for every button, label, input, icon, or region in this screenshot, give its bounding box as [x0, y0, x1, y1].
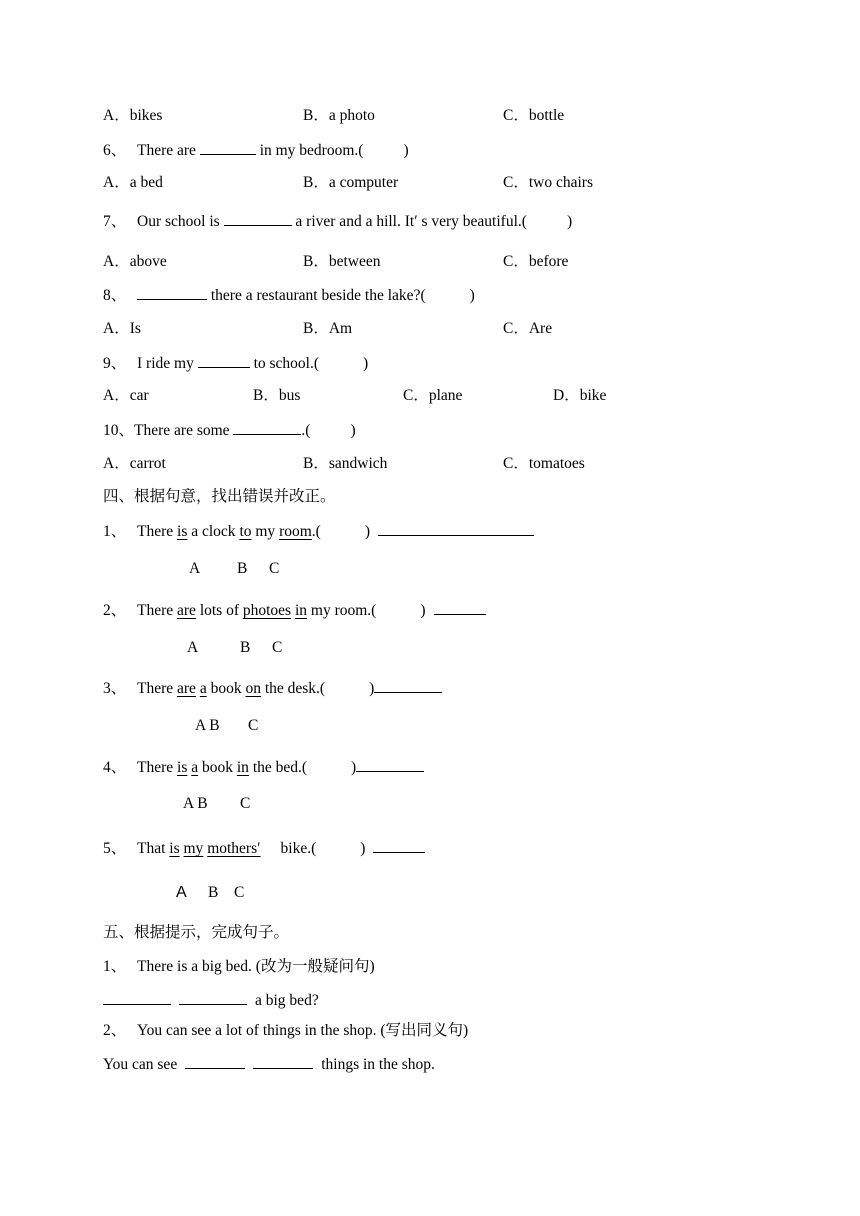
question-8: 8、 there a restaurant beside the lake?( )	[103, 287, 475, 304]
option-letter-c: C	[272, 639, 283, 656]
answer-blank[interactable]	[179, 990, 247, 1005]
answer-blank[interactable]	[185, 1054, 245, 1069]
option-letter-c: C	[269, 560, 280, 577]
option-letters-ab: A B	[183, 795, 208, 812]
option-letter-a: A	[176, 884, 187, 901]
underlined-word: are	[177, 680, 196, 697]
question-number: 6、	[103, 142, 127, 159]
section-5-heading: 五、根据提示，完成句子。	[103, 924, 290, 941]
question-number: 3、	[103, 680, 127, 697]
underlined-word: room	[279, 523, 312, 540]
question-6: 6、 There are in my bedroom.( )	[103, 142, 409, 159]
q6-option-b: B．a computer	[303, 174, 399, 191]
option-letter-c: C	[248, 717, 259, 734]
q5-option-c: C．bottle	[503, 107, 565, 124]
correction-blank[interactable]	[378, 521, 534, 536]
question-number: 1、	[103, 958, 127, 975]
question-9: 9、 I ride my to school.( )	[103, 355, 369, 372]
answer-blank[interactable]	[198, 353, 250, 368]
question-number: 7、	[103, 213, 127, 230]
q10-option-a: A．carrot	[103, 455, 166, 472]
underlined-word: is	[169, 840, 180, 857]
q8-option-c: C．Are	[503, 320, 553, 337]
underlined-word: on	[245, 680, 261, 697]
rewrite-question-1: 1、 There is a big bed. (改为一般疑问句)	[103, 958, 375, 975]
option-letter-c: C	[234, 884, 245, 901]
correction-blank[interactable]	[356, 757, 424, 772]
underlined-word: is	[177, 523, 188, 540]
underlined-word: is	[177, 759, 188, 776]
error-question-2: 2、 There are lots of photoes in my room.( )	[103, 600, 486, 621]
question-number: 9、	[103, 355, 127, 372]
underlined-word: mothers′	[207, 840, 261, 857]
question-number: 2、	[103, 1022, 127, 1039]
option-letter-a: A	[187, 639, 199, 656]
question-number: 4、	[103, 759, 127, 776]
q9-option-b: B．bus	[253, 387, 301, 404]
section-4-heading: 四、根据句意，找出错误并改正。	[103, 488, 336, 505]
option-letter-a: A	[189, 560, 201, 577]
q10-option-c: C．tomatoes	[503, 455, 585, 472]
q9-option-d: D．bike	[553, 387, 607, 404]
underlined-word: photoes	[242, 602, 292, 619]
underlined-word: are	[177, 602, 196, 619]
q7-option-a: A．above	[103, 253, 167, 270]
q6-option-a: A．a bed	[103, 174, 163, 191]
question-number: 5、	[103, 840, 127, 857]
rewrite-answer-2: You can see things in the shop.	[103, 1056, 435, 1073]
correction-blank[interactable]	[434, 600, 486, 615]
rewrite-question-2: 2、 You can see a lot of things in the shop. (写出同义句)	[103, 1022, 469, 1039]
answer-blank[interactable]	[233, 420, 301, 435]
q8-option-a: A．Is	[103, 320, 141, 337]
error-question-5: 5、 That is my mothers′ bike.( )	[103, 838, 425, 859]
question-number: 2、	[103, 602, 127, 619]
question-7: 7、 Our school is a river and a hill. It′ s very beautiful.( )	[103, 213, 573, 230]
underlined-word: a	[199, 680, 207, 697]
answer-blank[interactable]	[137, 285, 207, 300]
rewrite-answer-1: a big bed?	[103, 990, 319, 1011]
underlined-word: in	[236, 759, 249, 776]
error-question-3: 3、 There are a book on the desk.( )	[103, 678, 442, 699]
option-letters-ab: A B	[195, 717, 220, 734]
answer-blank[interactable]	[253, 1054, 313, 1069]
underlined-word: my	[183, 840, 204, 857]
error-question-1: 1、 There is a clock to my room.( )	[103, 521, 534, 542]
q9-option-a: A．car	[103, 387, 149, 404]
question-number: 1、	[103, 523, 127, 540]
answer-blank[interactable]	[200, 140, 256, 155]
q5-option-a: A．bikes	[103, 107, 163, 124]
option-letter-c: C	[240, 795, 251, 812]
question-number: 8、	[103, 287, 127, 304]
underlined-word: in	[294, 602, 308, 619]
error-question-4: 4、 There is a book in the bed.( )	[103, 757, 424, 778]
q7-option-b: B．between	[303, 253, 381, 270]
q9-option-c: C．plane	[403, 387, 463, 404]
answer-blank[interactable]	[103, 990, 171, 1005]
q6-option-c: C．two chairs	[503, 174, 593, 191]
option-letter-b: B	[237, 560, 248, 577]
option-letter-b: B	[208, 884, 219, 901]
q7-option-c: C．before	[503, 253, 569, 270]
correction-blank[interactable]	[374, 678, 442, 693]
question-10: 10、There are some .( )	[103, 422, 356, 439]
underlined-word: a	[191, 759, 199, 776]
underlined-word: to	[239, 523, 252, 540]
q5-option-b: B．a photo	[303, 107, 375, 124]
question-number: 10、	[103, 422, 135, 439]
correction-blank[interactable]	[373, 838, 425, 853]
option-letter-b: B	[240, 639, 251, 656]
q8-option-b: B．Am	[303, 320, 353, 337]
q10-option-b: B．sandwich	[303, 455, 388, 472]
answer-blank[interactable]	[224, 211, 292, 226]
